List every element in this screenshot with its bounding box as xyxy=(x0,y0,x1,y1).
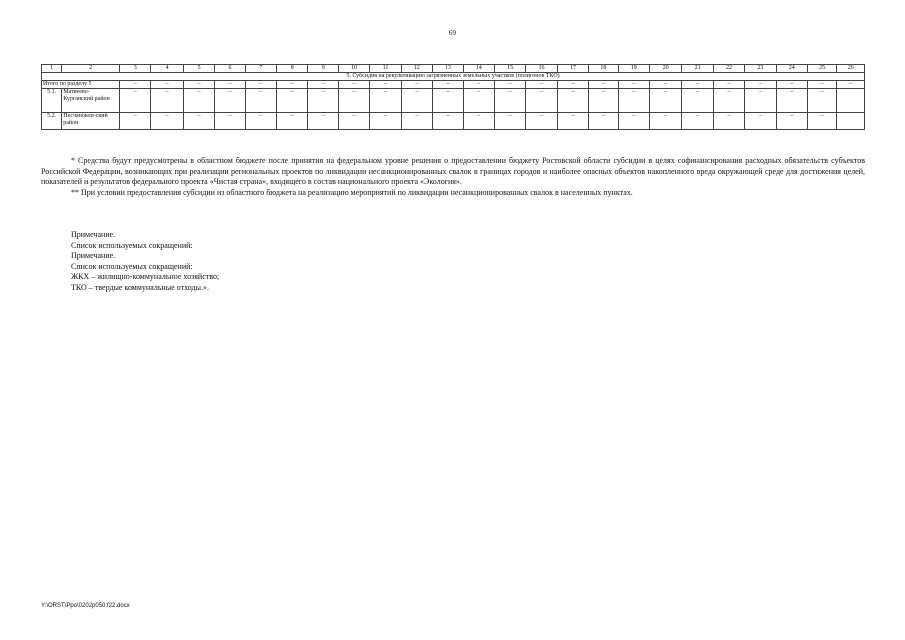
column-number-row xyxy=(42,65,865,73)
column-number: 26 xyxy=(837,65,865,73)
remark-line: ЖКХ – жилищно-коммунальное хозяйство; xyxy=(71,272,220,282)
column-number: 21 xyxy=(682,65,713,73)
remark-line: Примечание. xyxy=(71,251,116,261)
column-number: 11 xyxy=(370,65,401,73)
table-cell: – xyxy=(776,89,807,113)
column-number: 2 xyxy=(62,65,120,73)
column-number: 10 xyxy=(338,65,369,73)
column-number: 4 xyxy=(151,65,183,73)
column-number: 23 xyxy=(745,65,776,73)
table-cell: – xyxy=(713,81,744,89)
table-cell: – xyxy=(215,81,245,89)
table-cell: – xyxy=(151,89,183,113)
table-cell: – xyxy=(338,81,369,89)
table-cell: – xyxy=(807,113,836,130)
table-cell: – xyxy=(776,113,807,130)
column-number: 6 xyxy=(215,65,245,73)
table-cell: – xyxy=(308,89,338,113)
table-cell: – xyxy=(494,81,525,89)
table-cell: – xyxy=(183,113,214,130)
table-cell: – xyxy=(433,89,463,113)
table-cell: – xyxy=(557,113,588,130)
table-cell: – xyxy=(682,89,713,113)
table-cell: – xyxy=(245,113,276,130)
table-cell: – xyxy=(308,113,338,130)
table-cell: – xyxy=(245,89,276,113)
table-cell: – xyxy=(308,81,338,89)
column-number: 18 xyxy=(589,65,618,73)
district-name: Песчанокоп-ский район xyxy=(62,113,120,130)
table-cell: – xyxy=(649,89,681,113)
column-number: 9 xyxy=(308,65,338,73)
page-number: 69 xyxy=(449,29,456,37)
table-cell: – xyxy=(649,113,681,130)
section-title: 5. Субсидия на рекультивацию загрязненных земельных участков (полигонов ТКО) xyxy=(42,73,865,81)
column-number: 14 xyxy=(463,65,494,73)
row-number: 5.1. xyxy=(42,89,62,113)
column-number: 1 xyxy=(42,65,62,73)
table-cell: – xyxy=(120,89,151,113)
table-cell: – xyxy=(745,113,776,130)
table-cell: – xyxy=(120,113,151,130)
column-number: 25 xyxy=(807,65,836,73)
column-number: 5 xyxy=(183,65,214,73)
table-cell: – xyxy=(713,113,744,130)
remark-line: Список используемых сокращений: xyxy=(71,240,193,250)
footnote-2: ** При условии предоставления субсидии из областного бюджета на реализацию мероприятий по ликвидации несанкционированных свалок в населенных пунктах. xyxy=(71,187,633,197)
table-cell: – xyxy=(713,89,744,113)
table-cell: – xyxy=(401,81,432,89)
table-cell: – xyxy=(526,81,557,89)
table-row xyxy=(42,89,865,113)
table-cell xyxy=(837,113,865,130)
table-cell: – xyxy=(151,113,183,130)
table-cell: – xyxy=(557,81,588,89)
table-cell: – xyxy=(745,89,776,113)
table-cell: – xyxy=(807,89,836,113)
row-number: 5.2. xyxy=(42,113,62,130)
table-cell: – xyxy=(370,113,401,130)
table-cell: – xyxy=(776,81,807,89)
column-number: 22 xyxy=(713,65,744,73)
table-cell: – xyxy=(837,81,865,89)
subsidy-table xyxy=(41,64,865,130)
table-cell: – xyxy=(338,113,369,130)
section-title-row xyxy=(42,73,865,81)
footnote-1: * Средства будут предусмотрены в областном бюджете после принятия на федеральном уровне решения о предоставлении бюджету Ростовской области субсидии в целях софинансирования расходных обязательств субъектов Российской Федерации, возникающих при реализации региональных проектов по ликвидации несанкционированных свалок в границах городов и наиболее опасных объектов накопленного вреда окружающей среде для достижения целей, показателей и результатов федерального проекта «Чистая страна», входящего в состав национального проекта «Экология». xyxy=(41,156,865,186)
table-cell: – xyxy=(745,81,776,89)
table-cell xyxy=(837,89,865,113)
table-cell: – xyxy=(494,113,525,130)
file-path-footer: Y:\ORST\Ppo\0202p050.f22.docx xyxy=(41,603,130,609)
table-cell: – xyxy=(618,89,649,113)
column-number: 12 xyxy=(401,65,432,73)
table-cell: – xyxy=(401,89,432,113)
table-cell: – xyxy=(494,89,525,113)
column-number: 13 xyxy=(433,65,463,73)
table-cell: – xyxy=(589,89,618,113)
table-cell: – xyxy=(215,113,245,130)
total-label: Итого по разделу 5 xyxy=(42,81,120,89)
table-cell: – xyxy=(151,81,183,89)
table-cell: – xyxy=(807,81,836,89)
table-cell: – xyxy=(370,89,401,113)
table-cell: – xyxy=(589,81,618,89)
table-cell: – xyxy=(183,89,214,113)
table-cell: – xyxy=(463,89,494,113)
table-cell: – xyxy=(618,81,649,89)
table-row xyxy=(42,113,865,130)
table-cell: – xyxy=(557,89,588,113)
remarks-block xyxy=(71,230,471,294)
table-cell: – xyxy=(589,113,618,130)
table-cell: – xyxy=(526,113,557,130)
table-cell: – xyxy=(526,89,557,113)
column-number: 16 xyxy=(526,65,557,73)
table-cell: – xyxy=(401,113,432,130)
column-number: 24 xyxy=(776,65,807,73)
column-number: 15 xyxy=(494,65,525,73)
column-number: 17 xyxy=(557,65,588,73)
table-cell: – xyxy=(120,81,151,89)
table-cell: – xyxy=(277,89,308,113)
column-number: 20 xyxy=(649,65,681,73)
table-cell: – xyxy=(215,89,245,113)
table-cell: – xyxy=(433,113,463,130)
table-cell: – xyxy=(682,113,713,130)
table-cell: – xyxy=(649,81,681,89)
table-cell: – xyxy=(433,81,463,89)
total-row xyxy=(42,81,865,89)
table-cell: – xyxy=(338,89,369,113)
table-cell: – xyxy=(463,113,494,130)
footnotes xyxy=(41,156,865,198)
table-cell: – xyxy=(463,81,494,89)
column-number: 8 xyxy=(277,65,308,73)
table-cell: – xyxy=(682,81,713,89)
column-number: 7 xyxy=(245,65,276,73)
table-cell: – xyxy=(183,81,214,89)
table-cell: – xyxy=(277,113,308,130)
table-cell: – xyxy=(618,113,649,130)
district-name: Матвеево-Курганский район xyxy=(62,89,120,113)
column-number: 3 xyxy=(120,65,151,73)
remark-line: ТКО – твердые коммунальные отходы.». xyxy=(71,282,209,292)
table-cell: – xyxy=(370,81,401,89)
table-cell: – xyxy=(277,81,308,89)
table-cell: – xyxy=(245,81,276,89)
remark-line: Список используемых сокращений: xyxy=(71,261,193,271)
column-number: 19 xyxy=(618,65,649,73)
remark-line: Примечание. xyxy=(71,230,116,239)
